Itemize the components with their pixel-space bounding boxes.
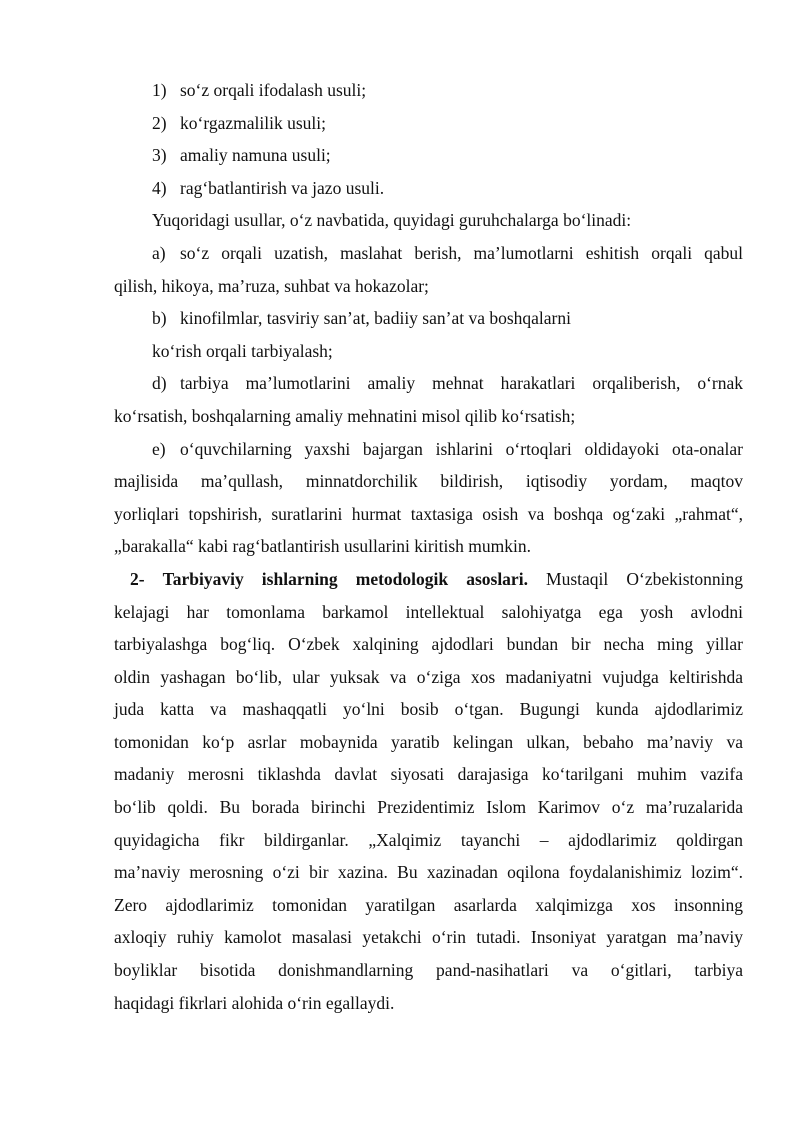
section-line: ma’naviy merosning o‘zi bir xazina. Bu xazinadan oqilona foydalanishimiz lozim“. (114, 862, 743, 883)
group-line (114, 367, 743, 400)
group-line (114, 302, 743, 335)
group-text: so‘z orqali uzatish, maslahat berish, ma’lumotlarni eshitish orqali qabul (180, 242, 743, 263)
group-text: tarbiya ma’lumotlarini amaliy mehnat harakatlari orqaliberish, o‘rnak (180, 373, 743, 394)
group-e (114, 433, 743, 563)
section-line: axloqiy ruhiy kamolot masalasi yetakchi o‘rin tutadi. Insoniyat yaratgan ma’naviy (114, 927, 743, 948)
group-line: qilish, hikoya, ma’ruza, suhbat va hokazolar; (114, 275, 429, 296)
section-methodology (114, 563, 743, 1019)
group-line (114, 433, 743, 466)
group-marker: d) (152, 373, 167, 394)
list-number: 1) (152, 80, 167, 100)
section-number: 2- (130, 568, 145, 589)
section-line: tomonidan ko‘p asrlar mobaynida yaratib kelingan ulkan, bebaho ma’naviy va (114, 731, 743, 752)
section-line: Zero ajdodlarimiz tomonidan yaratilgan asarlarda xalqimizga xos insonning (114, 894, 743, 915)
list-item (114, 139, 743, 172)
list-text: amaliy namuna usuli; (180, 145, 331, 166)
group-marker: e) (152, 438, 166, 459)
group-text: kinofilmlar, tasviriy san’at, badiiy san’at va boshqalarni (180, 308, 571, 329)
intro-paragraph: Yuqoridagi usullar, o‘z navbatida, quyidagi guruhchalarga bo‘linadi: (152, 210, 632, 231)
section-line: madaniy merosni tiklashda davlat siyosati darajasiga ko‘tarilgani muhim vazifa (114, 764, 743, 785)
section-line: boyliklar bisotida donishmandlarning pand-nasihatlari va o‘gitlari, tarbiya (114, 960, 743, 981)
group-a (114, 237, 743, 302)
section-text: Mustaqil O‘zbekistonning (546, 568, 744, 589)
list-text: rag‘batlantirish va jazo usuli. (180, 177, 385, 198)
section-line: quyidagicha fikr bildirganlar. „Xalqimiz tayanchi – ajdodlarimiz qoldirgan (114, 829, 743, 850)
list-item (114, 172, 743, 205)
group-marker: a) (152, 242, 166, 263)
section-line: oldin yashagan bo‘lib, ular yuksak va o‘ziga xos madaniyatni vujudga keltirishda (114, 666, 743, 687)
list-number: 4) (152, 177, 167, 198)
list-text: ko‘rgazmalilik usuli; (180, 112, 326, 133)
section-first-line (114, 563, 743, 596)
section-line: haqidagi fikrlari alohida o‘rin egallaydi. (114, 992, 395, 1013)
section-line: bo‘lib qoldi. Bu borada birinchi Prezidentimiz Islom Karimov o‘z ma’ruzalarida (114, 797, 743, 818)
list-item (114, 107, 743, 140)
group-line: ko‘rish orqali tarbiyalash; (152, 340, 333, 361)
list-text: so‘z orqali ifodalash usuli; (180, 80, 367, 100)
section-line: tarbiyalashga bog‘liq. O‘zbek xalqining ajdodlari bundan bir necha ming yillar (114, 634, 743, 655)
group-line: „barakalla“ kabi rag‘batlantirish usullarini kiritish mumkin. (114, 536, 531, 557)
list-item (114, 74, 743, 107)
list-number: 2) (152, 112, 167, 133)
section-title: Tarbiyaviy ishlarning metodologik asoslari. (162, 568, 528, 589)
group-line: ko‘rsatish, boshqalarning amaliy mehnatini misol qilib ko‘rsatish; (114, 405, 576, 426)
group-line (114, 237, 743, 270)
section-line: kelajagi har tomonlama barkamol intellektual salohiyatga ega yosh avlodni (114, 601, 743, 622)
group-marker: b) (152, 308, 167, 329)
list-number: 3) (152, 145, 167, 166)
group-b (114, 302, 743, 367)
group-text: o‘quvchilarning yaxshi bajargan ishlarini o‘rtoqlari oldidayoki ota-onalar (180, 438, 743, 459)
section-line: juda katta va mashaqqatli yo‘lni bosib o‘tgan. Bugungi kunda ajdodlarimiz (114, 699, 743, 720)
group-line: yorliqlari topshirish, suratlarini hurmat taxtasiga osish va boshqa og‘zaki „rahmat“, (114, 503, 743, 524)
methods-list (114, 74, 743, 204)
group-line: majlisida ma’qullash, minnatdorchilik bildirish, iqtisodiy yordam, maqtov (114, 471, 743, 492)
group-d (114, 367, 743, 432)
